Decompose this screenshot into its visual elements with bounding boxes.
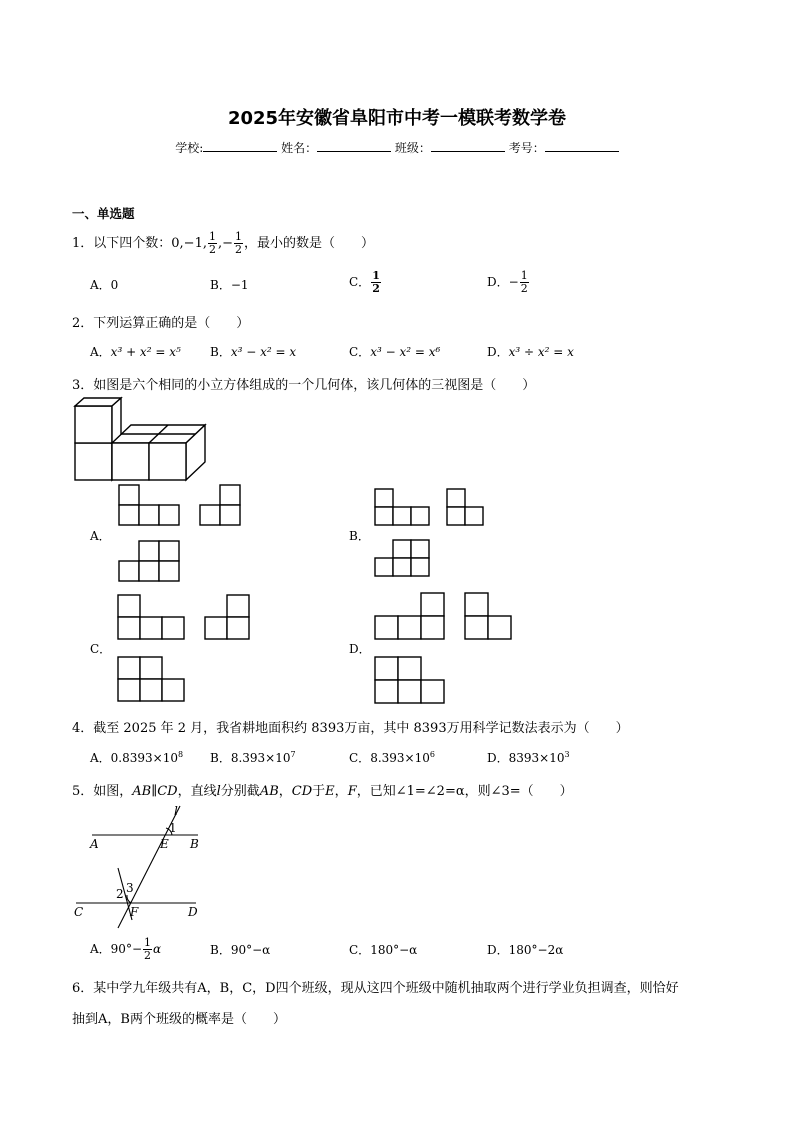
q5-label-e: E — [160, 837, 169, 851]
q1-option-d[interactable]: D．− $\frac{1}{2}$ — [487, 269, 528, 295]
q3-c-front-view — [117, 594, 187, 640]
exam-no-label: 考号： — [508, 141, 545, 155]
name-label: 姓名： — [281, 141, 318, 155]
q3-option-c[interactable]: C． — [90, 642, 112, 656]
name-blank[interactable] — [317, 139, 391, 152]
q3-b-top-view — [374, 539, 432, 578]
question-2: 2．下列运算正确的是（ ） — [72, 316, 250, 331]
q3-c-top-view — [117, 656, 187, 702]
q5-option-c[interactable]: C．180°−α — [349, 943, 418, 957]
q2-option-b[interactable]: B．x³ − x² = x — [210, 345, 297, 359]
q1-text-suffix: ，最小的数是（ ） — [244, 236, 375, 251]
student-info-line — [0, 139, 794, 156]
q5-label-l: l — [174, 804, 178, 818]
school-label: 学校: — [175, 141, 204, 155]
class-label: 班级： — [394, 141, 431, 155]
q5-label-f: F — [130, 905, 139, 919]
question-6-line-2: 抽到A，B两个班级的概率是（ ） — [72, 1012, 286, 1027]
question-3: 3．如图是六个相同的小立方体组成的一个几何体，该几何体的三视图是（ ） — [72, 378, 536, 393]
q1-text-prefix: 1．以下四个数：0,−1, — [72, 236, 207, 251]
q1-option-b[interactable]: B．−1 — [210, 278, 249, 292]
q3-option-b[interactable]: B． — [349, 529, 370, 543]
q3-solid-figure — [74, 397, 208, 482]
q5-label-a: A — [90, 837, 99, 851]
question-1 — [72, 231, 374, 256]
exam-no-blank[interactable] — [545, 139, 619, 152]
q5-option-b[interactable]: B．90°−α — [210, 943, 271, 957]
q5-label-c: C — [74, 905, 84, 919]
q5-label-b: B — [190, 837, 199, 851]
q3-option-a[interactable]: A． — [90, 529, 111, 543]
q3-c-side-view — [204, 594, 252, 640]
q5-parallel-lines-figure — [70, 802, 210, 932]
q3-a-top-view — [118, 540, 182, 583]
q4-option-c[interactable]: C．$8.393\times 10^6$ — [349, 750, 435, 765]
section-single-choice: 一、单选题 — [72, 206, 135, 221]
q2-option-d[interactable]: D．x³ ÷ x² = x — [487, 345, 574, 359]
q5-label-1: 1 — [169, 821, 177, 835]
q3-d-side-view — [464, 592, 514, 640]
q4-option-d[interactable]: D．$8393\times 10^3$ — [487, 750, 570, 765]
q4-option-b[interactable]: B．$8.393\times 10^7$ — [210, 750, 296, 765]
school-blank[interactable] — [203, 139, 277, 152]
class-blank[interactable] — [431, 139, 505, 152]
q5-label-3: 3 — [126, 881, 134, 895]
q1-option-a[interactable]: A．0 — [90, 278, 119, 292]
q2-option-c[interactable]: C．x³ − x² = x⁶ — [349, 345, 441, 359]
q3-option-d[interactable]: D． — [349, 642, 371, 656]
q5-option-a[interactable]: A．90°− $\frac{1}{2}$ α — [90, 936, 162, 962]
q3-a-front-view — [118, 484, 182, 526]
q1-fraction-2: $\frac{1}{2}$ — [235, 230, 243, 256]
q3-a-side-view — [199, 484, 243, 526]
q1-option-c[interactable]: C． $\frac{1}{2}$ — [349, 269, 380, 295]
q3-b-side-view — [446, 488, 486, 526]
q4-option-a[interactable]: A．$0.8393\times 10^8$ — [90, 750, 184, 765]
q3-d-top-view — [374, 656, 446, 704]
question-5: 5．如图，AB∥CD，直线l分别截AB，CD于E，F，已知∠1=∠2=α，则∠3=（ ） — [72, 784, 573, 799]
q1-fraction-1: $\frac{1}{2}$ — [208, 230, 216, 256]
q2-option-a[interactable]: A．x³ + x² = x⁵ — [90, 345, 181, 359]
q5-label-d: D — [188, 905, 198, 919]
q3-b-front-view — [374, 488, 432, 526]
page-title: 2025年安徽省阜阳市中考一模联考数学卷 — [227, 108, 567, 129]
q3-d-front-view — [374, 592, 446, 640]
q1-text-sep: ,− — [217, 236, 234, 251]
q5-option-d[interactable]: D．180°−2α — [487, 943, 564, 957]
question-6-line-1: 6．某中学九年级共有A，B，C，D四个班级，现从这四个班级中随机抽取两个进行学业负担调查，则恰好 — [72, 981, 679, 996]
question-4: 4．截至 2025 年 2 月，我省耕地面积约 8393万亩，其中 8393万用科学记数法表示为（ ） — [72, 721, 629, 736]
q5-label-2: 2 — [116, 887, 124, 901]
